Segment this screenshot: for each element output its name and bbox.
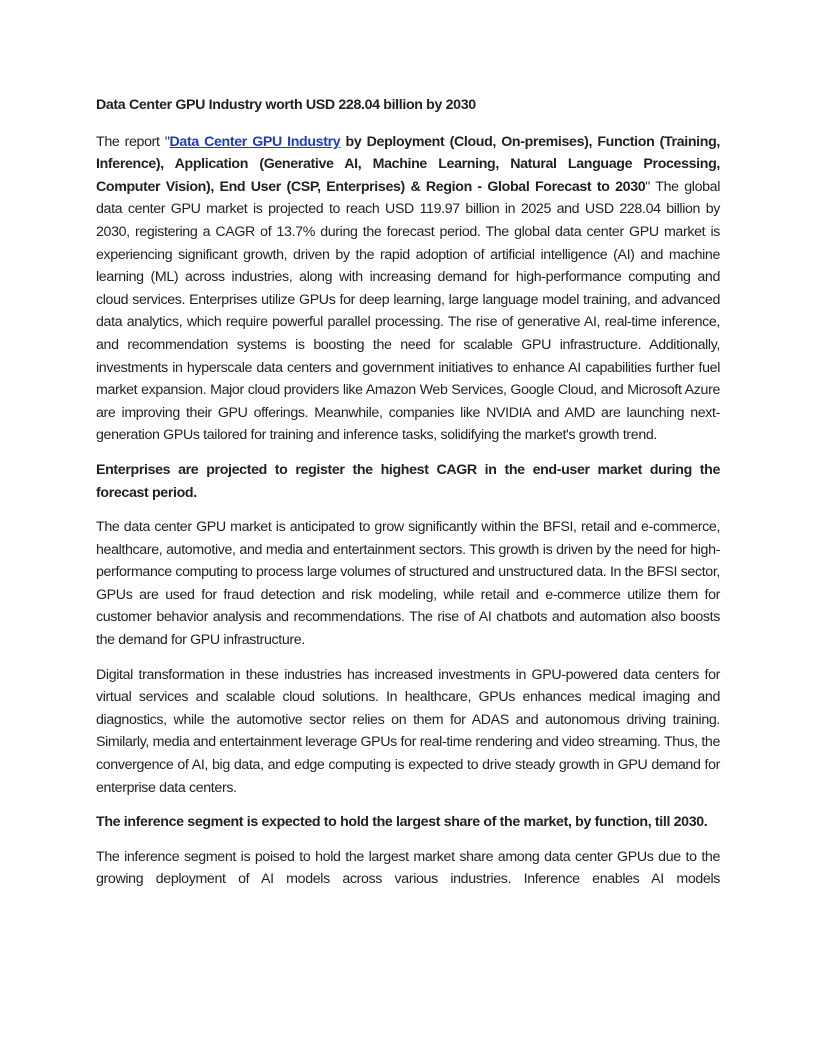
section-paragraph: Digital transformation in these industries has increased investments in GPU-powered data centers for virtual services and scalable cloud solutions. In healthcare, GPUs enhances medical imaging and diagnostics, while the automotive sector relies on them for ADAS and autonomous driving training. Similarly, media and entertainment leverage GPUs for real-time rendering and video streaming. Thus, the convergence of AI, big data, and edge computing is expected to drive steady growth in GPU demand for enterprise data centers. <box>96 666 720 796</box>
closing-quote: " <box>645 178 650 195</box>
intro-report-paragraph <box>96 131 720 447</box>
section-paragraph: The data center GPU market is anticipated to grow significantly within the BFSI, retail and e-commerce, healthcare, automotive, and media and entertainment sectors. This growth is driven by the need for high-performance computing to process large volumes of structured and unstructured data. In the BFSI sector, GPUs are used for fraud detection and risk modeling, while retail and e-commerce utilize them for customer behavior analysis and recommendations. The rise of AI chatbots and automation also boosts the demand for GPU infrastructure. <box>96 519 721 649</box>
intro-body: The global data center GPU market is projected to reach USD 119.97 billion in 2025 and USD 228.04 billion by 2030, registering a CAGR of 13.7% during the forecast period. The global data center GPU market is experiencing significant growth, driven by the rapid adoption of artificial intelligence (AI) and machine learning (ML) across industries, along with increasing demand for high-performance computing and cloud services. Enterprises utilize GPUs for deep learning, large language model training, and advanced data analytics, which require powerful parallel processing. The rise of generative AI, real-time inference, and recommendation systems is boosting the need for scalable GPU infrastructure. Additionally, investments in hyperscale data centers and government initiatives to enhance AI capabilities further fuel market expansion. Major cloud providers like Amazon Web Services, Google Cloud, and Microsoft Azure are improving their GPU offerings. Meanwhile, companies like NVIDIA and AMD are launching next-generation GPUs tailored for training and inference tasks, solidifying the market's growth trend. <box>96 178 721 444</box>
intro-prefix: The report " <box>96 133 170 150</box>
report-title-rest: by Deployment (Cloud, On-premises), Function (Training, Inference), Application (Generative AI, Machine Learning, Natural Language Processing, Computer Vision), End User (CSP, Enterprises) & Region - Global Forecast to 2030 <box>96 133 720 195</box>
section-heading-enterprises: Enterprises are projected to register the highest CAGR in the end-user market during the forecast period. <box>96 461 720 501</box>
document-page <box>96 94 720 903</box>
section-paragraph: The inference segment is poised to hold the largest market share among data center GPUs due to the growing deployment of AI models across various industries. Inference enables AI models <box>96 848 720 888</box>
document-title: Data Center GPU Industry worth USD 228.04 billion by 2030 <box>96 97 476 113</box>
report-link[interactable]: Data Center GPU Industry <box>169 133 341 150</box>
section-heading-inference: The inference segment is expected to hold the largest share of the market, by function, till 2030. <box>96 814 708 831</box>
